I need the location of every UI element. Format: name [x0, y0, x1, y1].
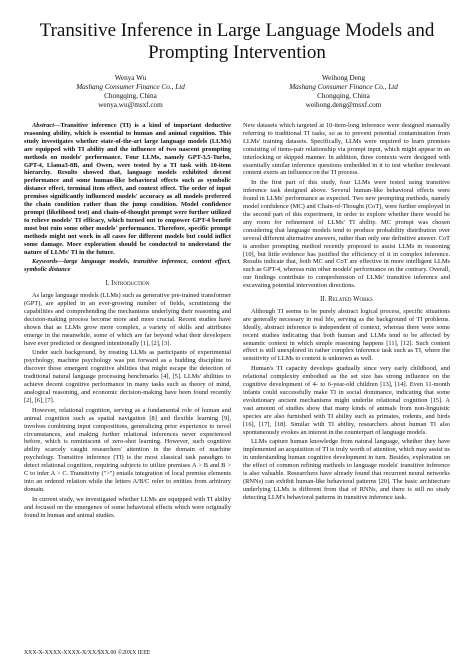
- paragraph: However, relational cognition, serving as a fundamental role of human and animal cognition such as spatial navigation [8] and flexible learning [9], involves combining input compositions, generalizing prior experience to novel circumstances, and making further relational inferences never experienced before, which is reminiscent of zero-shot learning. However, such cognitive ability scarcely caught researchers' attention in the domain of machine psychology. Transitive inference (TI) is the most classical task paradigm to detect relational cognition, requiring subjects to utilize premises A > B and B > C to infer A > C. Transitivity (">") entails integration of local premise elements into an ordered relation while the letters A/B/C refer to entities from arbitrary domain.: [24, 406, 231, 493]
- author-email: weihong.deng@msxf.com: [305, 101, 382, 109]
- paragraph: Human's TI capacity develops gradually since very early childhood, and relational complexity embodied as the set size has strong influence on the cognitive development of 4- to 6-year-old children [13], [14]. Even 11-month infants could successfully make TI in social dominance, indicating that some evolutionary ancient mechanisms might underlie relational cognition [15]. A vast amount of studies show that many kinds of animals from non-linguistic species are also furnished with TI ability such as primates, rodents, and birds [16], [17], [18]. Similar with TI ability, researchers about human TI also spontaneously evokes an interest in the counterpart of language models.: [243, 365, 450, 436]
- author-name: Weihong Deng: [321, 74, 366, 82]
- paragraph: In current study, we investigated whether LLMs are equipped with TI ability and focused on the emergence of some behavioral effects which were originally found in human and animal studies.: [24, 495, 231, 519]
- author-city: Chongqing, China: [104, 92, 157, 100]
- paragraph: New datasets which targeted at 10-item-long inference were designed manually referring to traditional TI tasks, so as to prevent potential contamination from LLMs' training datasets. Specifically, LLMs were required to learn premises consisting of items-pair relationship via prompt input, which might appear in an interlocking or skipped manner. In addition, three contexts were designed with essentially similar inference questions embedded in it to test whether irrelevant content exerts an influence on the TI process.: [243, 122, 450, 177]
- left-column: [24, 122, 231, 522]
- author-block: [24, 74, 450, 110]
- abstract: [24, 122, 231, 256]
- abstract-lead: Abstract: [32, 122, 55, 129]
- right-column: [243, 122, 450, 522]
- two-column-body: [24, 122, 450, 522]
- paragraph: In the first part of this study, four LLMs were tested using transitive inference task designed above. Several human-like behavioral effects were found in LLMs' performance as expected. Two new prompting methods, namely model confidence (MC) and Chain-of-Thought (CoT), were further employed in the second part of this experiment, in order to explore whether there would be any room for refinement of LLMs' TI ability. MC prompt was chosen considering that language models tend to produce probability distribution over several different alternative answers, rather than only one definitive answer. CoT is another prompting method recently proposed to assist LLMs in reasoning [10], but little evidence has justified the efficiency of it in complex inference. Results indicate that, both MC and CoT are effective in more intelligent LLMs such as GPT-4, whereas ruin other models' performance on the contrary. Overall, our findings contribute to comprehension of LLMs' transitive inference and excavating potential intervention directions.: [243, 179, 450, 290]
- paragraph: LLMs capture human knowledge from natural language, whether they have implemented an acquisition of TI is truly worth of attention, which may assist us in understanding human cognitive development in turn. Besides, exploration on the effect of common refining methods to language models' transitive inference is also valuable. Researchers have already found that recurrent neural networks (RNNs) can exhibit human-like behavioral patterns [20]. The basic architecture underlying LLMs is different from that of RNNs, and there is still no study detecting LLM's behavioral patterns in transitive inference task.: [243, 438, 450, 501]
- keywords: [24, 258, 231, 274]
- keywords-text: —large language models, transitive inference, content effect, symbolic distance: [24, 258, 231, 274]
- author-email: wenya.wu@msxf.com: [98, 101, 163, 109]
- copyright-footer: XXX-X-XXXX-XXXX-X/XX/$XX.00 ©20XX IEEE: [24, 650, 151, 656]
- author-affiliation: Mashang Consumer Finance Co., Ltd: [289, 83, 398, 91]
- section-heading-introduction: I. Introduction: [105, 280, 150, 288]
- abstract-text: —Transitive inference (TI) is a kind of important deductive reasoning ability, which is essential to human and animal cognition. This study investigates whether state-of-the-art large language models (LLMs) are equipped with TI ability and the influence of two nascent prompting methods on models' performance. Four LLMs, namely GPT-3.5-Turbo, GPT-4, Llama3-8B, and Owen, were tested by a TI task with 10-item hierarchy. Results showed that, language models exhibited decent performance and some human-like behavioral effects such as symbolic distance effect, terminal item effect, and context effect. The order of input premises significantly influenced models' accuracy as all models preferred the chain condition rather than the jump condition. Model confidence prompt (likelihood test) and chain-of-thought prompt were further utilized to relieve models' TI efficacy, which turned out to empower GPT-4 benefit most but ruin some other models' performance. Therefore, specific prompt methods might not work in all cases for different models but could inflict some damage. More exploration should be conducted to understand the nature of LLMs' TI in the future.: [24, 122, 231, 256]
- author-2: [289, 74, 398, 110]
- author-city: Chongqing, China: [317, 92, 370, 100]
- paper-title: Transitive Inference in Large Language Models and Prompting Intervention: [39, 20, 435, 63]
- keywords-lead: Keywords: [32, 258, 58, 266]
- section-heading-related-works: II. Related Works: [320, 296, 373, 304]
- paragraph: As large language models (LLMs) such as generative pre-trained transformer (GPT), are applied in an ever-growing number of fields, scrutinizing the capabilities and comprehending the mechanisms underlying their reasoning and decision-making process become more and more crucial. Recent studies have shown that as LLMs grow more complex, a variety of skills and attributes emerge in the meanwhile, some of which are far beyond what their developers have ever predicted or designed intentionally [1], [2], [3].: [24, 292, 231, 347]
- paragraph: Although TI seems to be purely abstract logical process, specific situations are generally necessary in real life, serving as the background of TI problems. Ideally, abstract inference is independent of context, whereas there were some recent studies indicating that both human and LLMs tend to be affected by semantic context in which simple reasoning happens [11], [12]. Such content effect is still unexplored in rather complex inference task such as TI, where the sensitivity of LLMs to context is unknown as well.: [243, 307, 450, 363]
- author-1: [76, 74, 185, 110]
- author-affiliation: Mashang Consumer Finance Co., Ltd: [76, 83, 185, 91]
- paragraph: Under such background, by treating LLMs as participants of experimental psychology, machine psychology was put forward as a budding discipline to discover those emergent cognitive abilities that might escape the detection of traditional natural language processing benchmarks [4], [5]. LLMs' abilities to achieve decent cognitive performance in many tasks such as theory of mind, analogical reasoning, and economic decision-making have been found recently [2], [6], [7].: [24, 349, 231, 404]
- author-name: Wenya Wu: [114, 74, 147, 82]
